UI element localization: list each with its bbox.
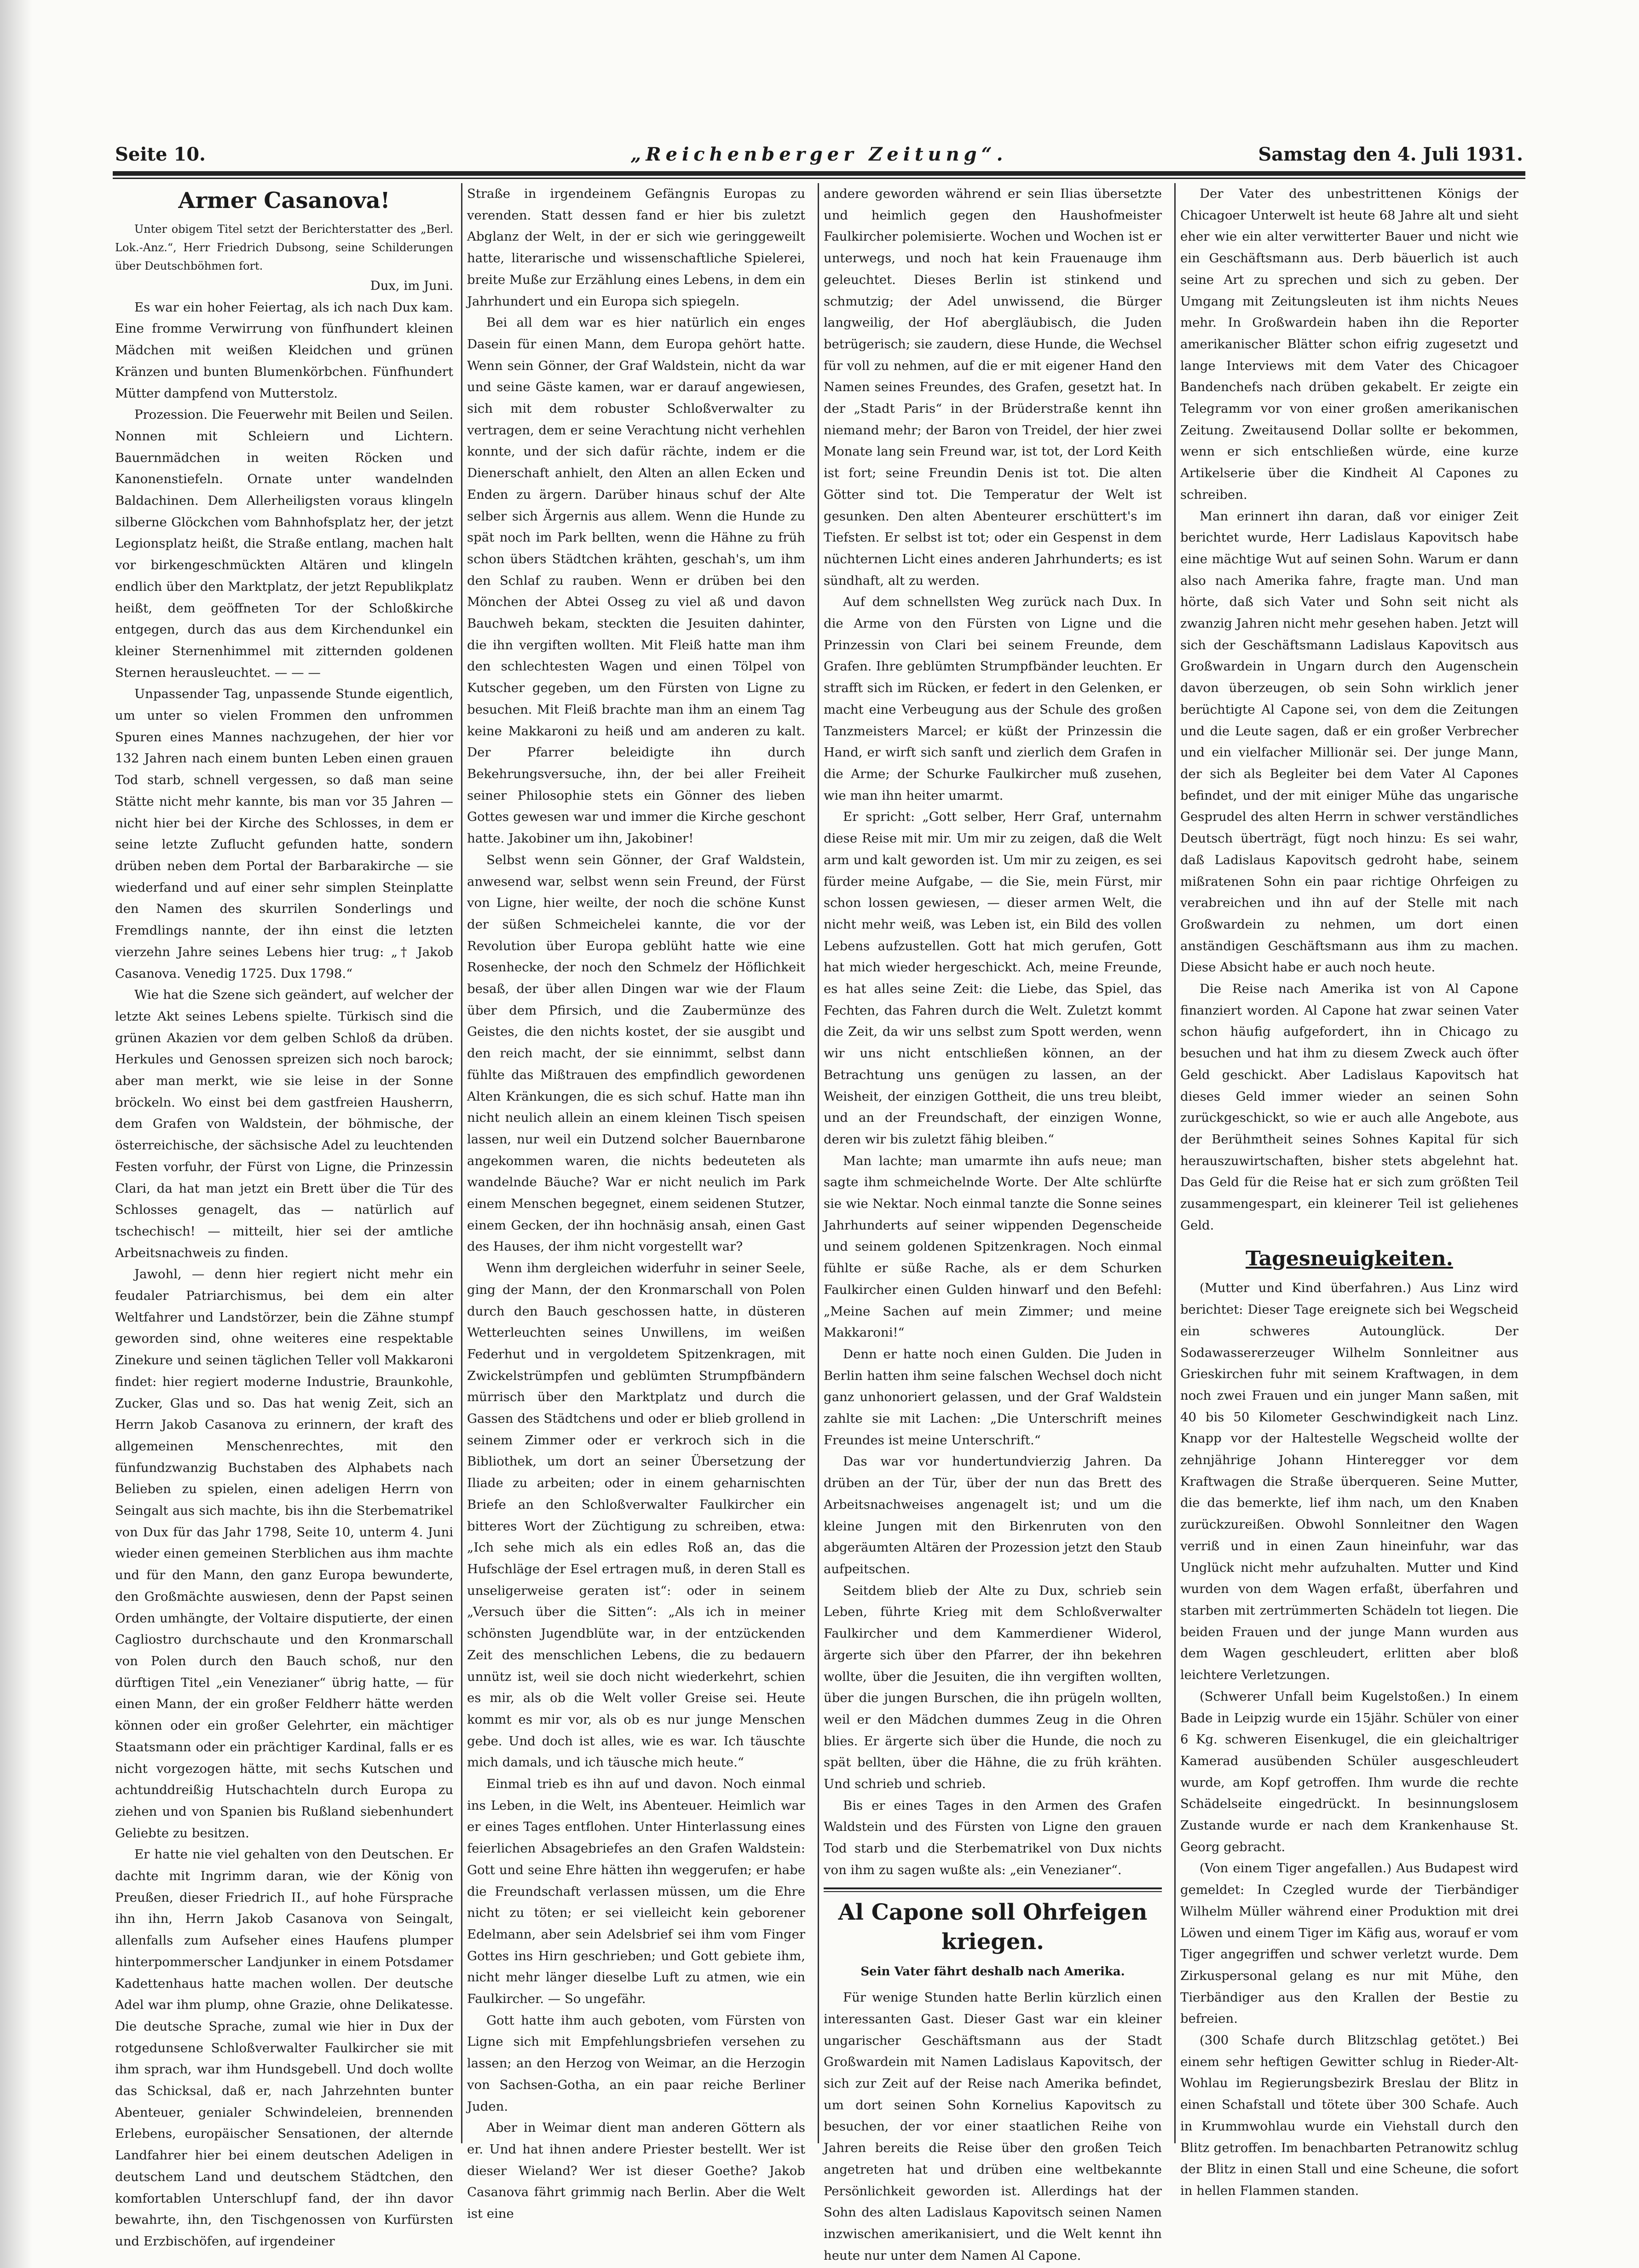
paragraph: Jawohl, — denn hier regiert nicht mehr ein feudaler Patriarchismus, bei dem ein alter Weltfahrer und Landstörzer, bein die Zähne stumpf geworden sind, ohne weiteres eine respektable Zinekure und seinen täglichen Teller voll Makkaroni findet: hier regiert moderne Industrie, Braunkohle, Zucker, Glas und so. Das hat wenig Zeit, sich an Herrn Jakob Casanova zu erinnern, der kraft des allgemeinen Menschenrechtes, mit den fünfundzwanzig Buchstaben des Alphabets nach Belieben zu spielen, einen adeligen Herrn von Seingalt aus sich machte, bis ihn die Sterbematrikel von Dux für das Jahr 1798, Seite 10, unterm 4. Juni wieder einen gemeinen Sterblichen aus ihm machte und für den Mann, den ganz Europa bewunderte, den Großmächte auswiesen, denn der Papst seinen Orden umhängte, der Voltaire disputierte, der einen Cagliostro durchschaute und den Kronmarschall von Polen durch den Bauch schoß, nur den dürftigen Titel „ein Venezianer“ übrig hatte, — für einen Mann, der ein großer Feldherr hätte werden können oder ein großer Gelehrter, ein mächtiger Staatsmann oder ein prächtiger Kardinal, falls er es nicht vorgezogen hätte, mit sechs Kutschen und achtunddreißig Hutschachteln durch Europa zu ziehen und von Spanien bis Rußland siebenhundert Geliebte zu besitzen. [115,1267,453,1841]
news-item: (Von einem Tiger angefallen.) Aus Budapest wird gemeldet: In Czegled wurde der Tierbändiger Wilhelm Müller während einer Produktion mit drei Löwen und einem Tiger im Käfig aus, worauf er vom Tiger angegriffen und schwer verletzt wurde. Dem Zirkuspersonal gelang es nur mit Mühe, den Tierbändiger aus den Krallen der Bestie zu befreien. [1180,1861,1518,2026]
paragraph: Prozession. Die Feuerwehr mit Beilen und Seilen. Nonnen mit Schleiern und Lichtern. Bauernmädchen in weiten Röcken und Kanonenstiefeln. Ornate unter wandelnden Baldachinen. Dem Allerheiligsten voraus klingeln silberne Glöckchen vom Bahnhofsplatz her, der jetzt Legionsplatz heißt, die Straße entlang, machen halt vor birkengeschmückten Altären und klingeln endlich über den Marktplatz, der jetzt Republikplatz heißt, dem geöffneten Tor der Schloßkirche entgegen, durch das aus dem Kirchendunkel ein kleiner Sternenhimmel mit zitternden goldenen Sternen herausleuchtet. — — — [115,407,453,680]
paragraph: Er spricht: „Gott selber, Herr Graf, unternahm diese Reise mit mir. Um mir zu zeigen, daß die Welt arm und kalt geworden ist. Um mir zu zeigen, es sei fürder meine Aufgabe, — die Sie, mein Fürst, mir schon lossen gewiesen, — dieser armen Welt, die nicht mehr weiß, was Leben ist, ein Bild des vollen Lebens aufzustellen. Gott hat mich gerufen, Gott hat mich wieder hergeschickt. Ach, meine Freunde, es hat alles seine Zeit: die Liebe, das Spiel, das Fechten, das Fahren durch die Welt. Zuletzt kommt die Zeit, da wir uns selbst zum Spott werden, wenn wir uns nicht entschließen können, an der Betrachtung uns genügen zu lassen, an der Weisheit, der einzigen Gottheit, die uns treu bleibt, und an der Freundschaft, der einzigen Wonne, deren wir bis zuletzt fähig bleiben.“ [824,809,1162,1147]
paragraph: Wie hat die Szene sich geändert, auf welcher der letzte Akt seines Lebens spielte. Türkisch sind die grünen Akazien vor dem gelben Schloß da drüben. Herkules und Genossen spreizen sich noch barock; aber man merkt, wie sie leise in der Sonne bröckeln. Wo einst bei dem gastfreien Hausherrn, dem Grafen von Waldstein, der böhmische, der österreichische, der sächsische Adel zu leuchtenden Festen vorfuhr, der Fürst von Ligne, die Prinzessin Clari, da hat man jetzt ein Brett über die Tür des Schlosses genagelt, das — natürlich auf tschechisch! — mitteilt, hier sei der amtliche Arbeitsnachweis zu finden. [115,987,453,1260]
dateline: Dux, im Juni. [370,278,453,293]
paragraph: Es war ein hoher Feiertag, als ich nach Dux kam. Eine fromme Verwirrung von fünfhundert kleinen Mädchen mit weißen Kleidchen und grünen Kränzen und bunten Blumenkörbchen. Fünfhundert Mütter dampfend von Mutterstolz. [115,300,453,401]
column-4 [1180,183,1518,2198]
paragraph: Er hatte nie viel gehalten von den Deutschen. Er dachte mit Ingrimm daran, wie der König von Preußen, dieser Friedrich II., auf hohe Fürsprache ihn ihn, Herrn Jakob Casanova von Seingalt, allenfalls zum Aufseher eines Haufens plumper hinterpommerscher Landjunker in einem Potsdamer Kadettenhaus hatte machen wollen. Der deutsche Adel war ihm plump, ohne Grazie, ohne Delikatesse. Die deutsche Sprache, zumal wie hier in Dux der rotgedunsene Schloßverwalter Faulkircher sie mit ihm sprach, war ihm Hundsgebell. Und doch wollte das Schicksal, daß er, nach Jahrzehnten bunter Abenteuer, genialer Schwindeleien, brennenden Erlebens, europäischer Sensationen, der alternde Landfahrer hier bei einem deutschen Adeligen in deutschem Land und deutschem Städtchen, den komfortablen Unterschlupf fand, der ihn davor bewahrte, ihn, den Tischgenossen von Kurfürsten und Erzbischöfen, auf irgendeiner [115,1847,453,2249]
article-title-capone: Al Capone soll Ohrfeigen kriegen. [838,1899,1148,1955]
article-intro: Unter obigem Titel setzt der Berichterstatter des „Berl. Lok.-Anz.“, Herr Friedrich Dubsong, seine Schilderungen über Deutschböhmen fort. [115,223,453,272]
paragraph: Das war vor hundertundvierzig Jahren. Da drüben an der Tür, über der nun das Brett des Arbeitsnachweises angenagelt ist; und um die kleine Jungen mit den Birkenruten von den abgeräumten Altären der Prozession jetzt den Staub aufpeitschen. [824,1454,1162,1576]
paragraph: Man erinnert ihn daran, daß vor einiger Zeit berichtet wurde, Herr Ladislaus Kapovitsch habe eine mächtige Wut auf seinen Sohn. Warum er dann also nach Amerika fahre, fragte man. Und man hörte, daß sich Vater und Sohn seit nicht als zwanzig Jahren nicht mehr gesehen haben. Jetzt will sich der Geschäftsmann Ladislaus Kapovitsch aus Großwardein in Ungarn durch den Augenschein davon überzeugen, ob sein Sohn wirklich jener berüchtigte Al Capone sei, von dem die Zeitungen und die Leute sagen, daß er ein großer Verbrecher und ein vielfacher Millionär sei. Der junge Mann, der sich als Begleiter bei dem Vater Al Capones befindet, und der mit einiger Mühe das ungarische Gesprudel des alten Herrn in schwer verständliches Deutsch überträgt, fügt noch hinzu: Es sei wahr, daß Ladislaus Kapovitsch gedroht habe, seinem mißratenen Sohn ein paar richtige Ohrfeigen zu verabreichen und ihn auf der Stelle mit nach Großwardein zu nehmen, um dort einen anständigen Geschäftsmann aus ihm zu machen. Diese Absicht habe er auch noch heute. [1180,508,1518,975]
news-item: (Mutter und Kind überfahren.) Aus Linz wird berichtet: Dieser Tage ereignete sich bei Wegscheid ein schweres Autounglück. Der Sodawassererzeuger Wilhelm Sonnleitner aus Grieskirchen fuhr mit seinem Kraftwagen, in dem noch zwei Frauen und ein junger Mann saßen, mit 40 bis 50 Kilometer Geschwindigkeit nach Linz. Knapp vor der Haltestelle Wegscheid wollte der zehnjährige Johann Hinteregger vor dem Kraftwagen die Straße überqueren. Seine Mutter, die das bemerkte, lief ihm nach, um den Knaben zurückzureißen. Obwohl Sonnleitner den Wagen verriß und in einen Zaun hineinfuhr, war das Unglück nicht mehr aufzuhalten. Mutter und Kind wurden von dem Wagen erfaßt, überfahren und starben mit zertrümmerten Schädeln tot liegen. Die beiden Frauen und der junge Mann wurden aus dem Wagen geschleudert, erlitten aber bloß leichtere Verletzungen. [1180,1281,1518,1683]
paragraph: Einmal trieb es ihn auf und davon. Noch einmal ins Leben, in die Welt, ins Abenteuer. Heimlich war er eines Tages entflohen. Unter Hinterlassung eines feierlichen Absagebriefes an den Grafen Waldstein: Gott und seine Ehre hätten ihn weggerufen; er habe die Freundschaft verlassen müssen, um die Ehre nicht zu töten; er sei vielleicht kein geborener Edelmann, aber sein Adelsbrief sei ihm vom Finger Gottes ins Hirn geschrieben; und Gott gebiete ihm, nicht mehr länger dieselbe Luft zu atmen, wie ein Faulkircher. — So ungefähr. [467,1777,805,2007]
article-separator [824,1887,1162,1892]
issue-date: Samstag den 4. Juli 1931. [1258,144,1523,165]
paragraph: Selbst wenn sein Gönner, der Graf Waldstein, anwesend war, selbst wenn sein Freund, der Fürst von Ligne, hier weilte, der noch die schöne Kunst der süßen Schmeichelei kannte, die vor der Revolution über Europa geblüht hatte wie eine Rosenhecke, der noch den Schmelz der Höflichkeit besaß, der über allen Dingen war wie der Flaum über dem Pfirsich, und die Zaubermünze des Geistes, die den nichts kostet, der sie ausgibt und den reich macht, der sie einnimmt, selbst dann fühlte das Mißtrauen des empfindlich gewordenen Alten Kränkungen, die es sich schuf. Hatte man ihn nicht neulich allein an einem kleinen Tisch speisen lassen, nur weil ein Dutzend solcher Bauernbarone angekommen waren, die nichts bedeuteten als wandelnde Bäuche? War er nicht neulich im Park einem Menschen begegnet, einem seidenen Stutzer, einem Gecken, der ihn hochnäsig ansah, einen Gast des Hauses, der ihm nicht vorgestellt war? [467,852,805,1254]
paragraph: Gott hatte ihm auch geboten, vom Fürsten von Ligne sich mit Empfehlungsbriefen versehen zu lassen; an den Herzog von Weimar, an die Herzogin von Sachsen-Gotha, an ein paar reiche Berliner Juden. [467,2013,805,2114]
paragraph: Der Vater des unbestrittenen Königs der Chicagoer Unterwelt ist heute 68 Jahre alt und sieht eher wie ein alter verwitterter Bauer und nicht wie ein Geschäftsmann aus. Derb bäuerlich ist auch seine Art zu sprechen und sich zu geben. Der Umgang mit Zeitungsleuten ist ihm nichts Neues mehr. In Großwardein haben ihn die Reporter amerikanischer Blätter schon eifrig zugesetzt und lange Interviews mit dem Vater des Chicagoer Bandenchefs nach drüben gekabelt. Er zeigte ein Telegramm vor von einer großen amerikanischen Zeitung. Zweitausend Dollar sollte er bekommen, wenn er sich entschließen würde, eine kurze Artikelserie über die Kindheit Al Capones zu schreiben. [1180,186,1518,502]
paragraph: Aber in Weimar dient man anderen Göttern als er. Und hat ihnen andere Priester bestellt. Wer ist dieser Wieland? Wer ist dieser Goethe? Jakob Casanova fährt grimmig nach Berlin. Aber die Welt ist eine [467,2120,805,2222]
column-divider [461,183,462,2143]
paragraph: Denn er hatte noch einen Gulden. Die Juden in Berlin hatten ihm seine falschen Wechsel doch nicht ganz unhonoriert gelassen, und der Graf Waldstein zahlte sie mit Lachen: „Die Unterschrift meines Freundes ist meine Unterschrift.“ [824,1346,1162,1448]
paragraph: Seitdem blieb der Alte zu Dux, schrieb sein Leben, führte Krieg mit dem Schloßverwalter Faulkircher und dem Kammerdiener Widerol, ärgerte sich über den Pfarrer, der ihn bekehren wollte, über die Jesuiten, die ihn vergiften wollten, über die jungen Burschen, die ihn prügeln wollten, weil er den Mädchen dummes Zeug in die Ohren blies. Er ärgerte sich über die Hunde, die noch zu spät bellten, über die Hähne, die zu früh krähten. Und schrieb und schrieb. [824,1583,1162,1792]
paragraph: Bis er eines Tages in den Armen des Grafen Waldstein und des Fürsten von Ligne den grauen Tod starb und die Sterbematrikel von Dux nichts von ihm zu sagen wußte als: „ein Venezianer“. [824,1798,1162,1877]
page-header [115,144,1523,173]
paragraph: Bei all dem war es hier natürlich ein enges Dasein für einen Mann, dem Europa gehört hatte. Wenn sein Gönner, der Graf Waldstein, nicht da war und seine Gäste kamen, war er darauf angewiesen, sich mit dem robuster Schloßverwalter zu vertragen, dem er seine Verachtung nicht verhehlen konnte, und der sich dafür rächte, indem er die Dienerschaft anhielt, den Alten an allen Ecken und Enden zu ärgern. Darüber hinaus schuf der Alte selber sich Ärgernis aus allem. Wenn die Hunde zu spät noch im Park bellten, wenn die Hähne zu früh schon übers Städtchen krähten, geschah's, um ihm den Schlaf zu rauben. Wenn er drüben bei den Mönchen der Abtei Osseg zu viel aß und davon Bauchweh bekam, steckten die Jesuiten dahinter, die ihn vergiften wollten. Mit Fleiß hatte man ihm den schlechtesten Wagen und einen Tölpel von Kutscher gegeben, um den Fürsten von Ligne zu besuchen. Mit Fleiß brachte man ihm an einem Tag keine Makkaroni zu heiß und am anderen zu kalt. Der Pfarrer beleidigte ihn durch Bekehrungsversuche, ihn, der bei aller Freiheit seiner Philosophie stets ein Gönner des lieben Gottes gewesen war und immer die Kirche geschont hatte. Jakobiner um ihn, Jakobiner! [467,315,805,846]
news-item: (Schwerer Unfall beim Kugelstoßen.) In einem Bade in Leipzig wurde ein 15jähr. Schüler von einer 6 Kg. schweren Eisenkugel, die ein gleichaltriger Kamerad ausübenden Schüler ausgeschleudert wurde, am Kopf getroffen. Ihm wurde die rechte Schädelseite eingedrückt. In besinnungslosem Zustande wurde er nach dem Krankenhause St. Georg gebracht. [1180,1689,1518,1854]
paragraph: Für wenige Stunden hatte Berlin kürzlich einen interessanten Gast. Dieser Gast war ein kleiner ungarischer Geschäftsmann aus der Stadt Großwardein mit Namen Ladislaus Kapovitsch, der sich zur Zeit auf der Reise nach Amerika befindet, um dort seinen Sohn Kornelius Kapovitsch zu besuchen, der vor einer staatlichen Reihe von Jahren bereits die Reise über den großen Teich angetreten hat und drüben eine weltbekannte Persönlichkeit geworden ist. Allerdings hat der Sohn des alten Ladislaus Kapovitsch seinen Namen inzwischen amerikanisiert, und die Welt kennt ihn heute nur unter dem Namen Al Capone. [824,1990,1162,2263]
news-item: (300 Schafe durch Blitzschlag getötet.) Bei einem sehr heftigen Gewitter schlug in Rieder-Alt-Wohlau im Regierungsbezirk Breslau der Blitz in einen Schafstall und tötete über 300 Schafe. Auch in Krummwohlau wurde ein Viehstall durch den Blitz getroffen. Im benachbarten Petranowitz schlug der Blitz in einen Stall und eine Scheune, die sofort in hellen Flammen standen. [1180,2033,1518,2198]
column-3 [824,183,1162,2263]
paragraph: Auf dem schnellsten Weg zurück nach Dux. In die Arme von den Fürsten von Ligne und die Prinzessin von Clari bei seinem Freunde, dem Grafen. Ihre geblümten Strumpfbänder leuchten. Er strafft sich im Rücken, er federt in den Gelenken, er macht eine Verbeugung aus der Schule des großen Tanzmeisters Marcel; er küßt der Prinzessin die Hand, er wirft sich sanft und zierlich dem Grafen in die Arme; der Schurke Faulkircher muß zusehen, wie man ihn heiter umarmt. [824,594,1162,803]
header-rule [113,171,1525,176]
newspaper-name: „Reichenberger Zeitung“. [630,144,1008,165]
page-number: Seite 10. [115,144,206,165]
article-subtitle-capone: Sein Vater fährt deshalb nach Amerika. [860,1964,1125,1979]
column-2 [467,183,805,2222]
column-divider [1174,183,1176,2143]
article-title-casanova: Armer Casanova! [178,188,390,214]
header-rule-thin [113,178,1525,179]
column-divider [818,183,819,2143]
paragraph: Wenn ihm dergleichen widerfuhr in seiner Seele, ging der Mann, der den Kronmarschall von Polen durch den Bauch geschossen hatte, in düsteren Wetterleuchten seines Unwillens, im weißen Federhut und in vergoldetem Spitzenkragen, mit Zwickelstrümpfen und geblümten Strumpfbändern mürrisch über den Marktplatz und durch die Gassen des Städtchens und oder er blieb grollend in seinem Zimmer oder er verkroch sich in die Bibliothek, um dort an seiner Übersetzung der Iliade zu arbeiten; oder in einem geharnischten Briefe an den Schloßverwalter Faulkircher ein bitteres Wort der Züchtigung zu schreiben, etwa: „Ich sehe mich als ein edles Roß an, das die Hufschläge der Esel ertragen muß, in deren Stall es unseligerweise geraten ist“: oder in seinem „Versuch über die Sitten“: „Als ich in meiner schönsten Jugendblüte war, in der entzückenden Zeit des menschlichen Lebens, die zu bedauern unnütz ist, weil sie doch nicht wiederkehrt, schien es mir, als ob die Welt voller Greise sei. Heute kommt es mir vor, als ob es nur junge Menschen gebe. Und doch ist alles, wie es war. Ich täuschte mich damals, und ich täusche mich heute.“ [467,1261,805,1770]
paragraph: andere geworden während er sein Ilias übersetzte und heimlich gegen den Haushofmeister Faulkircher polemisierte. Wochen und Wochen ist er unterwegs, und noch hat kein Frauenauge ihm geleuchtet. Dieses Berlin ist stinkend und schmutzig; der Adel unwissend, die Bürger langweilig, der Hof abergläubisch, die Juden betrügerisch; sie zaudern, diese Hunde, die Wechsel für voll zu nehmen, auf die er mit eigener Hand den Namen seines Freundes, des Grafen, gesetzt hat. In der „Stadt Paris“ in der Brüderstraße kennt ihn niemand mehr; der Baron von Treidel, der hier zwei Monate lang sein Freund war, ist tot, der Lord Keith ist fort; seine Freundin Denis ist tot. Die alten Götter sind tot. Die Temperatur der Welt ist gesunken. Den alten Abenteurer erschüttert's im Tiefsten. Er selbst ist tot; oder ein Gespenst in dem nüchternen Licht eines anderen Jahrhunderts; es ist sündhaft, alt zu werden. [824,186,1162,588]
paragraph: Straße in irgendeinem Gefängnis Europas zu verenden. Statt dessen fand er hier bis zuletzt Abglanz der Welt, in der er sich wie geringgeweilt hatte, literarische und wissenschaftliche Spielerei, breite Muße zur Erzählung eines Lebens, in dem ein Jahrhundert und ein Europa sich spiegeln. [467,186,805,309]
column-1 [115,183,453,2249]
paragraph: Unpassender Tag, unpassende Stunde eigentlich, um unter so vielen Frommen den unfrommen Spuren eines Mannes nachzugehen, der hier vor 132 Jahren nach einem bunten Leben einen grauen Tod starb, schnell vergessen, so daß man seine Stätte nicht mehr kannte, bis man vor 35 Jahren — nicht hier bei der Kirche des Schlosses, in dem er seine letzte Zuflucht gefunden hatte, sondern drüben neben dem Portal der Barbarakirche — sie wiederfand und auf einer sehr simplen Steinplatte den Namen des skurrilen Sonderlings und Fremdlings nannte, der ihn einst die letzten vierzehn Jahre seines Lebens hier trug: „† Jakob Casanova. Venedig 1725. Dux 1798.“ [115,687,453,981]
paragraph: Die Reise nach Amerika ist von Al Capone finanziert worden. Al Capone hat zwar seinen Vater schon häufig aufgefordert, ihn in Chicago zu besuchen und hat ihm zu diesem Zweck auch öfter Geld geschickt. Aber Ladislaus Kapovitsch hat dieses Geld immer wieder an seinen Sohn zurückgeschickt, so wie er auch alle Angebote, aus der Berühmtheit seines Sohnes Kapital für sich herauszuwirtschaften, bisher stets abgelehnt hat. Das Geld für die Reise hat er sich zum größten Teil zusammengespart, ein kleinerer Teil ist geliehenes Geld. [1180,981,1518,1233]
paragraph: Man lachte; man umarmte ihn aufs neue; man sagte ihm schmeichelnde Worte. Der Alte schlürfte sie wie Nektar. Noch einmal tanzte die Sonne seines Jahrhunderts auf seiner wippenden Degenscheide und seinem goldenen Spitzenkragen. Noch einmal fühlte er süße Rache, als er dem Schurken Faulkircher einen Gulden hinwarf und den Befehl: „Meine Sachen auf mein Zimmer; und meine Makkaroni!“ [824,1153,1162,1340]
section-title-news: Tagesneuigkeiten. [1246,1247,1453,1271]
scan-edge-shadow [0,0,32,2268]
